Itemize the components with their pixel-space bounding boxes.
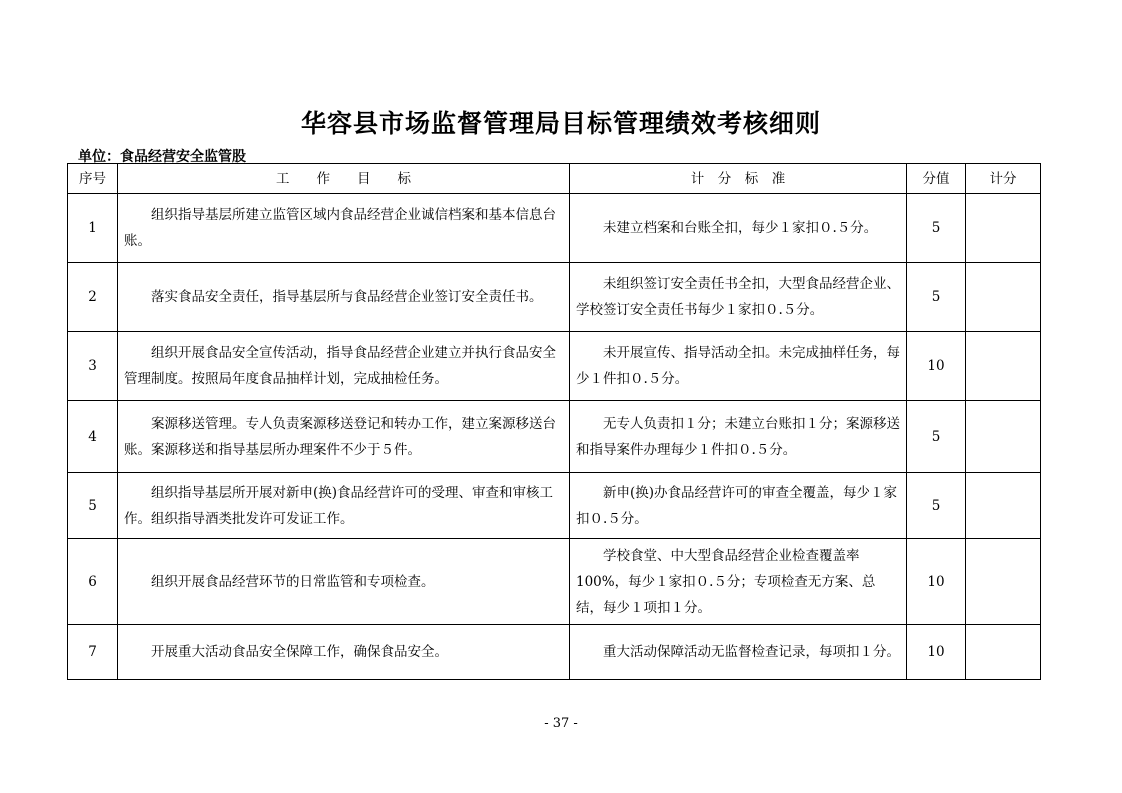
table-row	[68, 263, 1041, 332]
table-row	[68, 625, 1041, 680]
unit-label: 单位：食品经营安全监管股	[78, 149, 246, 165]
row-score	[966, 263, 1041, 332]
row-no: 7	[68, 625, 118, 680]
row-no: 4	[68, 401, 118, 473]
row-standard: 未开展宣传、指导活动全扣。未完成抽样任务，每少１件扣０.５分。	[570, 332, 907, 401]
row-score	[966, 332, 1041, 401]
row-score	[966, 401, 1041, 473]
row-value: 5	[907, 194, 966, 263]
page-number: - 37 -	[544, 716, 578, 731]
header-value: 分值	[907, 164, 966, 194]
table-header-row	[68, 164, 1041, 194]
row-goal: 开展重大活动食品安全保障工作，确保食品安全。	[118, 625, 570, 680]
row-goal: 组织开展食品安全宣传活动，指导食品经营企业建立并执行食品安全管理制度。按照局年度食品抽样计划，完成抽检任务。	[118, 332, 570, 401]
row-value: 10	[907, 625, 966, 680]
row-no: 2	[68, 263, 118, 332]
assessment-table	[67, 163, 1041, 680]
row-no: 3	[68, 332, 118, 401]
row-value: 10	[907, 332, 966, 401]
header-score: 计分	[966, 164, 1041, 194]
row-no: 1	[68, 194, 118, 263]
table-row	[68, 539, 1041, 625]
row-goal: 案源移送管理。专人负责案源移送登记和转办工作，建立案源移送台账。案源移送和指导基层所办理案件不少于５件。	[118, 401, 570, 473]
row-goal: 组织指导基层所建立监管区域内食品经营企业诚信档案和基本信息台账。	[118, 194, 570, 263]
table-row	[68, 401, 1041, 473]
row-goal: 组织开展食品经营环节的日常监管和专项检查。	[118, 539, 570, 625]
row-score	[966, 473, 1041, 539]
row-score	[966, 194, 1041, 263]
table-row	[68, 332, 1041, 401]
row-standard: 学校食堂、中大型食品经营企业检查覆盖率100%，每少１家扣０.５分；专项检查无方案、总结，每少１项扣１分。	[570, 539, 907, 625]
header-goal: 工 作 目 标	[118, 164, 570, 194]
row-score	[966, 539, 1041, 625]
row-value: 5	[907, 401, 966, 473]
row-score	[966, 625, 1041, 680]
row-no: 6	[68, 539, 118, 625]
row-standard: 重大活动保障活动无监督检查记录，每项扣１分。	[570, 625, 907, 680]
document-title: 华容县市场监督管理局目标管理绩效考核细则	[300, 109, 821, 138]
row-goal: 组织指导基层所开展对新申(换)食品经营许可的受理、审查和审核工作。组织指导酒类批发许可发证工作。	[118, 473, 570, 539]
row-standard: 未建立档案和台账全扣，每少１家扣０.５分。	[570, 194, 907, 263]
row-goal: 落实食品安全责任，指导基层所与食品经营企业签订安全责任书。	[118, 263, 570, 332]
row-no: 5	[68, 473, 118, 539]
row-value: 5	[907, 473, 966, 539]
table-row	[68, 194, 1041, 263]
header-standard: 计 分 标 准	[570, 164, 907, 194]
row-value: 10	[907, 539, 966, 625]
row-standard: 未组织签订安全责任书全扣，大型食品经营企业、学校签订安全责任书每少１家扣０.５分。	[570, 263, 907, 332]
row-standard: 无专人负责扣１分；未建立台账扣１分；案源移送和指导案件办理每少１件扣０.５分。	[570, 401, 907, 473]
header-no: 序号	[68, 164, 118, 194]
row-value: 5	[907, 263, 966, 332]
table-row	[68, 473, 1041, 539]
row-standard: 新申(换)办食品经营许可的审查全覆盖，每少１家扣０.５分。	[570, 473, 907, 539]
